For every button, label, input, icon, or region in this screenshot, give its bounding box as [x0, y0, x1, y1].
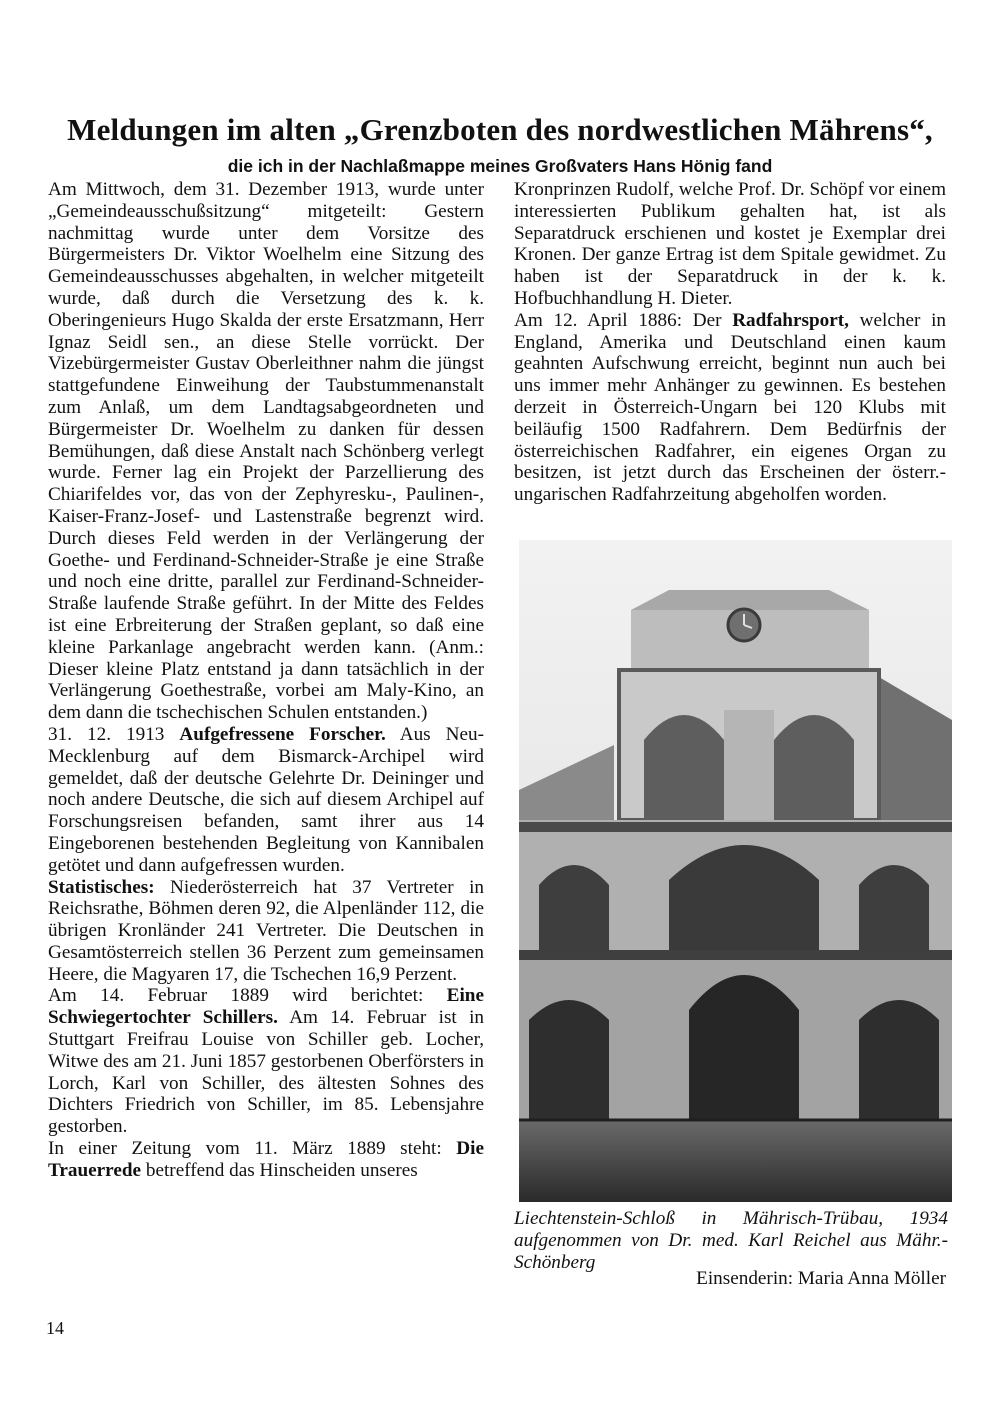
- forscher-date: 31. 12. 1913: [48, 723, 180, 745]
- paragraph-forscher: [48, 724, 484, 877]
- photo-caption: Liechtenstein-Schloß in Mährisch-Trübau, 1934 aufgenommen von Dr. med. Karl Reichel aus Mähr.-Schönberg: [514, 1208, 948, 1273]
- schiller-intro: Am 14. Februar 1889 wird berichtet:: [48, 985, 447, 1007]
- trauerrede-text: betreffend das Hinscheiden unseres: [141, 1159, 418, 1181]
- paragraph-schiller: [48, 985, 484, 1138]
- paragraph-radfahrsport: [514, 310, 946, 506]
- paragraph-statistisches: [48, 877, 484, 986]
- trauerrede-heading: Die Trauerrede: [48, 1138, 484, 1181]
- paragraph-kronprinz: Kronprinzen Rudolf, welche Prof. Dr. Schöpf vor einem interessierten Publikum gehalten hat, ist als Separatdruck erschienen und kostet je Exemplar drei Kronen. Der ganze Ertrag ist dem Spitale gewidmet. Zu haben ist der Separatdruck in der k. k. Hofbuchhandlung H. Dieter.: [514, 179, 946, 309]
- trauerrede-intro: In einer Zeitung vom 11. März 1889 steht:: [48, 1138, 457, 1160]
- schiller-heading: Eine Schwiegertochter Schillers.: [48, 985, 484, 1029]
- paragraph-gemeindeausschuss: Am Mittwoch, dem 31. Dezember 1913, wurde unter „Gemeindeausschußsitzung“ mitgeteilt: Gestern nachmittag wurde unter dem Vorsitze des Bürgermeisters Dr. Viktor Woelhelm eine Sitzung des Gemeindeausschusses abgehalten, in welcher mitgeteilt wurde, daß durch die Versetzung des k. k. Oberingenieurs Hugo Skalda der erste Ersatzmann, Herr Ignaz Seidl sen., an diese Stelle vorrückt. Der Vizebürgermeister Gustav Oberleithner nahm die jüngst stattgefundene Einweihung der Taubstummenanstalt zum Anlaß, um dem Landtagsabgeordneten und Bürgermeister Dr. Woelhelm zu danken für dessen Bemühungen, daß diese Anstalt nach Schönberg verlegt wurde. Ferner lag ein Projekt der Parzellierung des Chiarifeldes vor, das von der Zephyresku-, Paulinen-, Kaiser-Franz-Josef- und Lastenstraße begrenzt wird. Durch dieses Feld werden in der Verlängerung der Goethe- und Ferdinand-Schneider-Straße je eine Straße und noch eine dritte, parallel zur Ferdinand-Schneider-Straße laufende Straße geführt. In der Mitte des Feldes ist eine Erbreiterung der Straßen geplant, so daß eine kleine Parkanlage angebracht werden kann. (Anm.: Dieser kleine Platz entstand ja dann tatsächlich in der Verlängerung Goethestraße, vorbei am Maly-Kino, an dem dann die tschechischen Schulen entstanden.): [48, 179, 484, 724]
- photo-sender: Einsenderin: Maria Anna Möller: [696, 1268, 946, 1289]
- right-column: [514, 179, 946, 506]
- radfahrsport-intro: Am 12. April 1886: Der: [514, 309, 733, 331]
- radfahrsport-text: welcher in England, Amerika und Deutschland einen kaum geahnten Aufschwung erreicht, beginnt nun auch bei uns immer mehr Anhänger zu gewinnen. Es bestehen derzeit in Österreich-Ungarn bei 120 Klubs mit beiläufig 1500 Radfahrern. Dem Bedürfnis der österreichischen Radfahrer, ein eigenes Organ zu besitzen, ist jetzt durch das Erscheinen der österr.-ungarischen Radfahrzeitung abgeholfen worden.: [514, 309, 946, 506]
- left-column: [48, 179, 484, 1182]
- paragraph-trauerrede: [48, 1138, 484, 1182]
- schiller-text: Am 14. Februar ist in Stuttgart Freifrau Louise von Schiller geb. Locher, Witwe des am 21. Juni 1857 gestorbenen Oberförsters in Lorch, Karl von Schiller, des ältesten Sohnes des Dichters Friedrich von Schiller, im 85. Lebensjahre gestorben.: [48, 1007, 484, 1138]
- page-number: 14: [46, 1318, 64, 1338]
- statistisches-text: Niederösterreich hat 37 Vertreter in Reichsrathe, Böhmen deren 92, die Alpenländer 112, die übrigen Kronländer 241 Vertreter. Die Deutschen in Gesamtösterreich stellen 36 Perzent zum gemeinsamen Heere, die Magyaren 17, die Tschechen 16,9 Perzent.: [48, 876, 484, 985]
- forscher-heading: Aufgefressene Forscher.: [179, 723, 386, 745]
- radfahrsport-heading: Radfahrsport,: [732, 309, 849, 331]
- article-title: Meldungen im alten „Grenzboten des nordwestlichen Mährens“,: [67, 112, 933, 147]
- castle-photo: [519, 540, 952, 1202]
- forscher-text: Aus Neu-Mecklenburg auf dem Bismarck-Archipel wird gemeldet, daß der deutsche Gelehrte Dr. Deininger und noch andere Deutsche, die sich auf diesem Archipel auf Forschungsreisen befanden, samt ihrer aus 14 Eingeborenen bestehenden Begleitung von Kannibalen getötet und dann aufgefressen wurden.: [48, 723, 485, 876]
- statistisches-heading: Statistisches:: [48, 876, 155, 898]
- article-subtitle: die ich in der Nachlaßmappe meines Großvaters Hans Hönig fand: [227, 156, 773, 176]
